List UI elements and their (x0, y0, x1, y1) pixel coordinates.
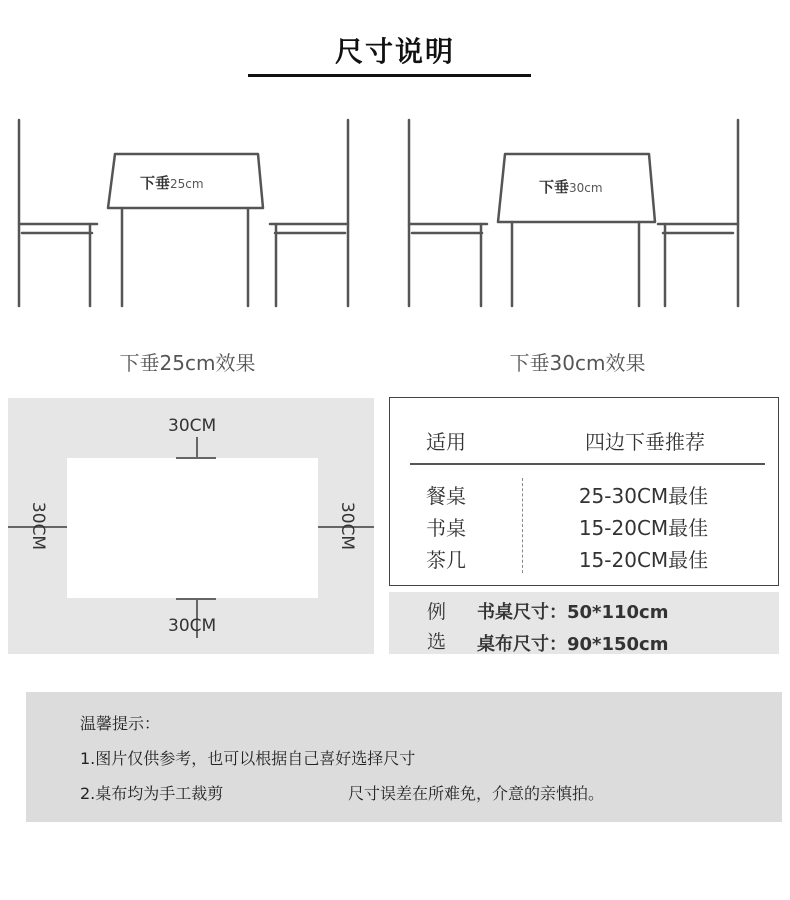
title-underline (248, 74, 531, 77)
measure-line-top-cap (176, 457, 216, 459)
right-chair-icon (658, 120, 738, 306)
rec-column-divider (522, 478, 523, 573)
caption-25cm: 下垂25cm效果 (119, 351, 256, 375)
page-title: 尺寸说明 (334, 35, 455, 68)
rec-header-use: 适用 (426, 430, 466, 454)
drop-tag-25 (140, 172, 204, 193)
table-illustration-30cm (395, 110, 790, 320)
example-label-1: 例 (427, 601, 447, 623)
example-label-2: 选 (427, 631, 447, 653)
measure-left-label: 30CM (28, 501, 48, 551)
rec-header-divider (410, 463, 765, 465)
rec-row-use: 茶几 (426, 548, 466, 572)
rec-row-drop: 15-20CM最佳 (578, 548, 709, 572)
left-chair-icon (409, 120, 487, 306)
measure-right-label: 30CM (337, 501, 357, 551)
example-desk-size: 书桌尺寸：50*110cm (477, 602, 669, 623)
rec-row-use: 餐桌 (426, 484, 466, 508)
tips-heading: 温馨提示： (80, 714, 161, 733)
drop-tag-30 (539, 176, 603, 197)
rec-row-use: 书桌 (426, 516, 466, 540)
measure-top-label: 30CM (168, 416, 217, 436)
tips-item-2: 2.桌布均为手工裁剪 (80, 784, 224, 803)
measure-line-top (196, 437, 198, 457)
tips-item-2-note: 尺寸误差在所难免，介意的亲慎拍。 (348, 784, 605, 803)
measure-line-bottom-cap (176, 598, 216, 600)
drop-tag-value: 25cm (170, 177, 204, 191)
caption-30cm: 下垂30cm效果 (509, 351, 646, 375)
drop-tag-prefix: 下垂 (539, 178, 570, 196)
tabletop-area (67, 458, 318, 598)
table-illustration-25cm (0, 110, 395, 320)
tips-item-1: 1.图片仅供参考，也可以根据自己喜好选择尺寸 (80, 749, 416, 768)
left-chair-icon (19, 120, 97, 306)
measure-bottom-label: 30CM (168, 616, 217, 636)
example-cloth-size: 桌布尺寸：90*150cm (477, 634, 669, 655)
drop-tag-value: 30cm (569, 181, 603, 195)
rec-row-drop: 25-30CM最佳 (578, 484, 709, 508)
drop-tag-prefix: 下垂 (140, 174, 171, 192)
right-chair-icon (270, 120, 348, 306)
rec-header-drop: 四边下垂推荐 (585, 430, 705, 454)
rec-row-drop: 15-20CM最佳 (578, 516, 709, 540)
